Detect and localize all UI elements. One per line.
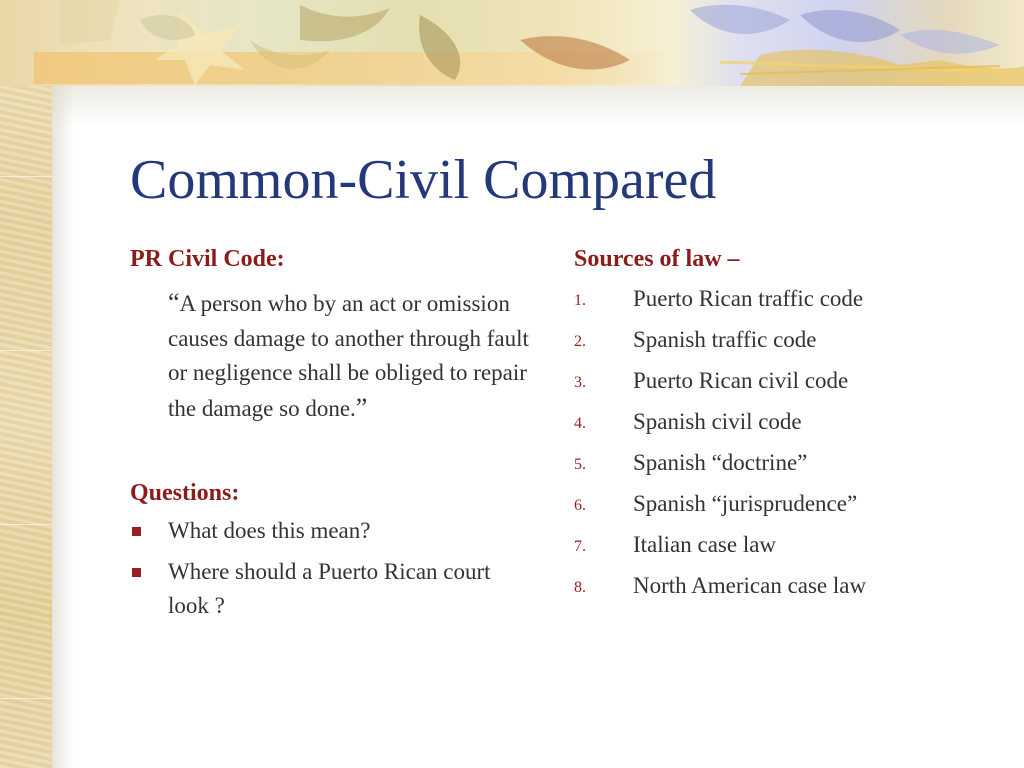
top-decorative-banner xyxy=(0,0,1024,86)
source-label: Spanish traffic code xyxy=(633,327,817,352)
banner-shadow xyxy=(52,86,1024,126)
left-decorative-strip xyxy=(0,0,52,768)
item-number: 3. xyxy=(574,374,586,391)
list-item xyxy=(574,569,994,603)
list-item xyxy=(574,446,994,480)
item-number: 6. xyxy=(574,497,586,514)
list-item xyxy=(574,487,994,521)
list-item xyxy=(574,405,994,439)
source-label: Spanish “doctrine” xyxy=(633,450,808,475)
close-quote-mark: ” xyxy=(355,392,368,422)
quote-text: A person who by an act or omission causes damage to another through fault or negligence shall be obliged to repair the damage so done. xyxy=(168,291,529,421)
sources-list xyxy=(574,282,994,603)
list-item xyxy=(574,528,994,562)
list-item xyxy=(574,323,994,357)
item-number: 2. xyxy=(574,333,586,350)
source-label: Puerto Rican traffic code xyxy=(633,286,864,311)
square-bullet-icon xyxy=(132,527,141,536)
right-column xyxy=(574,244,994,610)
item-number: 7. xyxy=(574,538,586,555)
slide-title: Common-Civil Compared xyxy=(130,149,717,211)
source-label: Spanish “jurisprudence” xyxy=(633,491,858,516)
item-number: 8. xyxy=(574,579,586,596)
item-number: 5. xyxy=(574,456,586,473)
leaf-pattern-image xyxy=(0,0,1024,86)
questions-list xyxy=(130,514,530,623)
sources-of-law-heading: Sources of law – xyxy=(574,246,740,272)
left-column xyxy=(130,244,530,630)
pr-civil-code-heading: PR Civil Code: xyxy=(130,246,285,272)
source-label: Spanish civil code xyxy=(633,409,802,434)
open-quote-mark: “ xyxy=(168,288,180,317)
questions-heading: Questions: xyxy=(130,480,240,506)
question-text: Where should a Puerto Rican court look ? xyxy=(168,559,491,618)
source-label: Puerto Rican civil code xyxy=(633,368,849,393)
list-item xyxy=(574,282,994,316)
civil-code-quote xyxy=(168,286,530,426)
list-item xyxy=(130,514,530,548)
item-number: 4. xyxy=(574,415,586,432)
square-bullet-icon xyxy=(132,568,141,577)
item-number: 1. xyxy=(574,292,586,309)
list-item xyxy=(574,364,994,398)
question-text: What does this mean? xyxy=(168,518,371,543)
source-label: Italian case law xyxy=(633,532,777,557)
source-label: North American case law xyxy=(633,573,867,598)
list-item xyxy=(130,555,530,623)
